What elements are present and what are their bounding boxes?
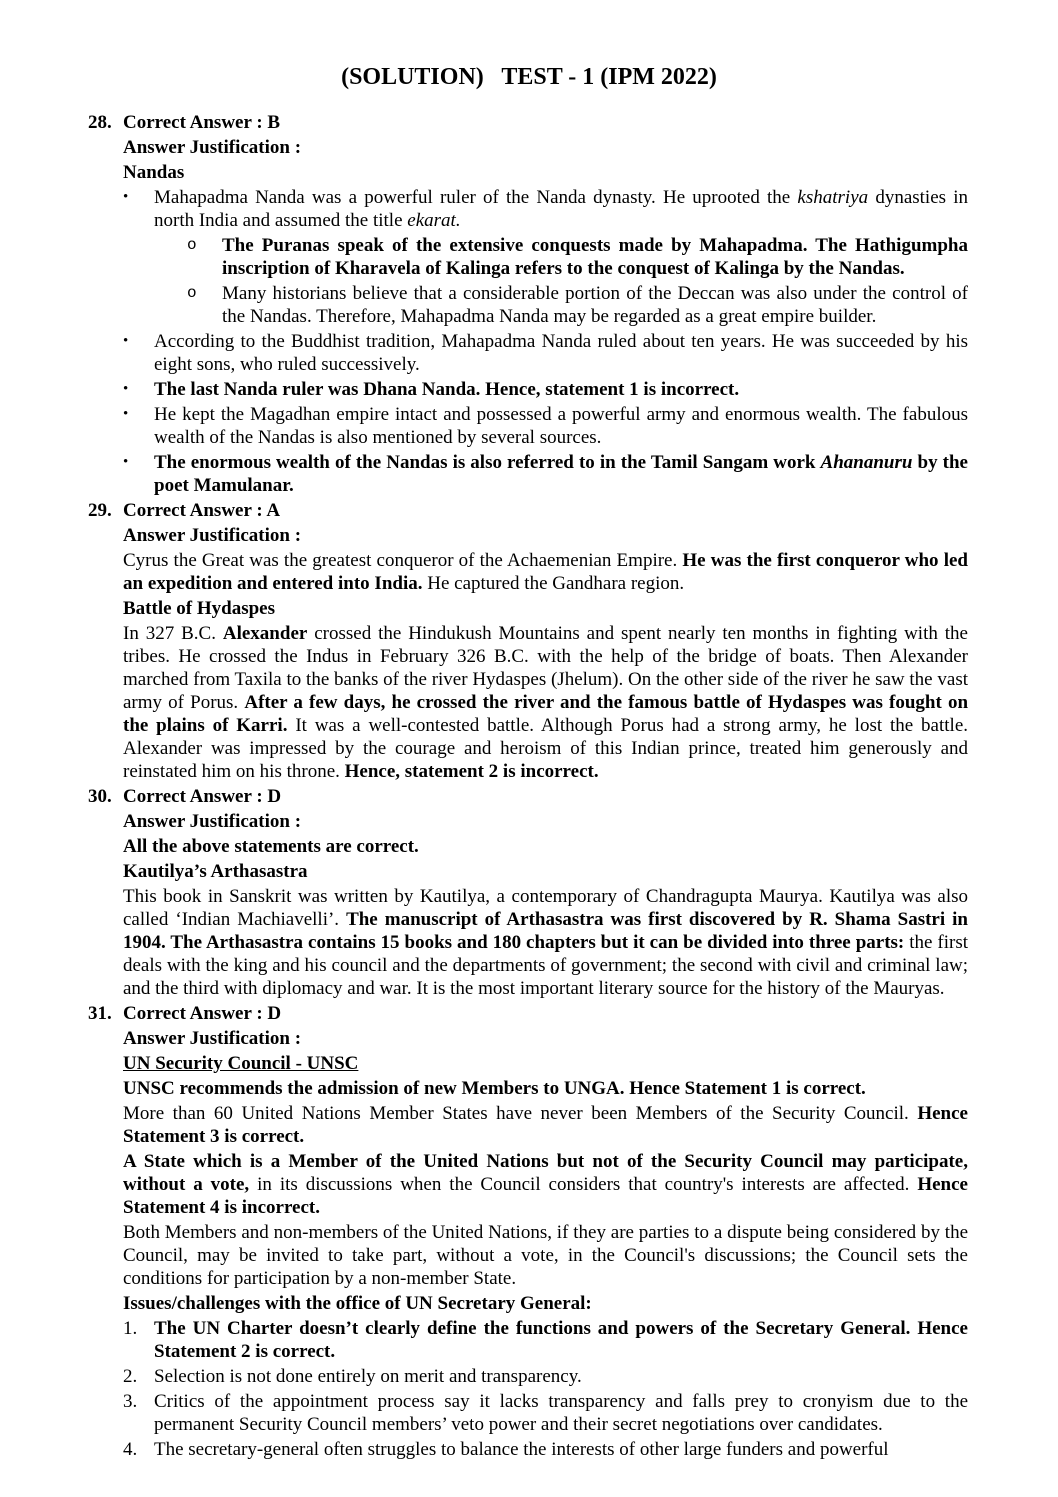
paragraph xyxy=(123,1102,968,1148)
paragraph xyxy=(123,597,968,620)
text-run: Answer Justification : xyxy=(123,137,302,158)
text-run: All the above statements are correct. xyxy=(123,836,419,857)
text-run: The secretary-general often struggles to balance the interests of other large funders and powerful xyxy=(154,1439,889,1460)
paragraph xyxy=(123,161,968,184)
text-run: Battle of Hydaspes xyxy=(123,598,275,619)
text-run: According to the Buddhist tradition, Mahapadma Nanda ruled about ten years. He was succeeded by his eight sons, who ruled successively. xyxy=(154,331,968,375)
numbered-item xyxy=(123,1390,968,1436)
text-run: Alexander xyxy=(222,623,308,644)
question-list xyxy=(88,111,969,1461)
text-run: Critics of the appointment process say it lacks transparency and falls prey to cronyism due to the permanent Security Council members’ veto power and their secret negotiations over candidates. xyxy=(154,1391,968,1435)
bullet-marker: • xyxy=(123,381,129,397)
paragraph xyxy=(123,810,968,833)
text-run: A State which is a Member of the United Nations but not of the Security Council may participate, without a vote, xyxy=(123,1151,968,1195)
question-number: 28. xyxy=(88,112,112,133)
text-run: The enormous wealth of the Nandas is also referred to in the Tamil Sangam work xyxy=(154,452,821,473)
question xyxy=(88,499,969,783)
text-run: the first deals with the king and his council and the departments of government; the second with civil and criminal law; and the third with diplomacy and war. It is the most important literary source for the history of the Mauryas. xyxy=(123,932,968,999)
text-run: Answer Justification : xyxy=(123,525,302,546)
text-run: Kautilya’s Arthasastra xyxy=(123,861,308,882)
paragraph xyxy=(123,785,968,808)
list-number: 1. xyxy=(123,1318,138,1339)
page-title: (SOLUTION) TEST - 1 (IPM 2022) xyxy=(341,64,717,90)
paragraph xyxy=(123,1027,968,1050)
paragraph xyxy=(123,1002,968,1025)
text-run: In 327 B.C. xyxy=(123,623,223,644)
text-run: This book in Sanskrit was written by Kautilya, a contemporary of Chandragupta Maurya. Kautilya was also called ‘Indian Machiavelli’. xyxy=(123,886,968,930)
text-run: UN Security Council - UNSC xyxy=(123,1053,359,1074)
text-run: Nandas xyxy=(123,162,185,183)
text-run: Answer Justification : xyxy=(123,811,302,832)
bullet-item xyxy=(123,330,968,376)
bullet-item xyxy=(123,451,968,497)
bullet-item xyxy=(123,378,968,401)
paragraph xyxy=(123,1221,968,1290)
question xyxy=(88,111,968,497)
sub-bullet-marker: o xyxy=(187,284,197,302)
text-run: ekarat. xyxy=(407,210,461,231)
bullet-marker: • xyxy=(123,454,129,470)
text-run: Many historians believe that a considerable portion of the Deccan was also under the control of the Nandas. Therefore, Mahapadma Nanda may be regarded as a great empire builder. xyxy=(222,283,968,327)
text-run: The Puranas speak of the extensive conquests made by Mahapadma. The Hathigumpha inscription of Kharavela of Kalinga refers to the conquest of Kalinga by the Nandas. xyxy=(222,235,968,279)
numbered-item xyxy=(123,1365,968,1388)
paragraph xyxy=(123,1077,968,1100)
text-run: The last Nanda ruler was Dhana Nanda. Hence, statement 1 is incorrect. xyxy=(154,379,740,400)
text-run: After a few days, he crossed the river and the famous battle of Hydaspes was fought on the plains of Karri. xyxy=(123,692,969,736)
paragraph xyxy=(123,499,968,522)
text-run: kshatriya xyxy=(797,187,869,208)
text-run: Hence, statement 2 is incorrect. xyxy=(344,761,599,782)
text-run: Issues/challenges with the office of UN Secretary General: xyxy=(123,1293,592,1314)
sub-bullet-marker: o xyxy=(187,236,197,254)
question xyxy=(88,1002,968,1461)
sub-bullet-item xyxy=(123,282,968,328)
question-number: 29. xyxy=(88,500,112,521)
text-run: Correct Answer : A xyxy=(123,500,281,521)
text-run: Ahananuru xyxy=(820,452,913,473)
text-run: He was the first conqueror who led an expedition and entered into India. xyxy=(123,550,968,594)
text-run: He kept the Magadhan empire intact and possessed a powerful army and enormous wealth. The fabulous wealth of the Nandas is also mentioned by several sources. xyxy=(154,404,968,448)
text-run: Selection is not done entirely on merit and transparency. xyxy=(154,1366,582,1387)
paragraph xyxy=(123,860,968,883)
text-run: The manuscript of Arthasastra was first discovered by R. Shama Sastri in 1904. The Arthasastra contains 15 books and 180 chapters but it can be divided into three parts: xyxy=(123,909,968,953)
paragraph xyxy=(123,885,968,1000)
text-run: crossed the Hindukush Mountains and spent nearly ten months in fighting with the tribes. He crossed the Indus in February 326 B.C. with the help of the bridge of boats. Then Alexander marched from Taxila to the banks of the river Hydaspes (Jhelum). On the other side of the river he saw the vast army of Porus. xyxy=(123,623,968,713)
text-run: The UN Charter doesn’t clearly define the functions and powers of the Secretary General. Hence Statement 2 is correct. xyxy=(154,1318,968,1362)
list-number: 4. xyxy=(123,1439,138,1460)
text-run: by the poet Mamulanar. xyxy=(154,452,968,496)
list-number: 3. xyxy=(123,1391,138,1412)
text-run: UNSC recommends the admission of new Members to UNGA. Hence Statement 1 is correct. xyxy=(123,1078,866,1099)
text-run: It was a well-contested battle. Although Porus had a strong army, he lost the battle. Alexander was impressed by the courage and heroism of this Indian prince, treated him generously and reinstated him on his throne. xyxy=(123,715,968,782)
paragraph xyxy=(123,835,968,858)
text-run: Answer Justification : xyxy=(123,1028,302,1049)
list-number: 2. xyxy=(123,1366,138,1387)
numbered-item xyxy=(123,1438,968,1461)
text-run: Hence Statement 4 is incorrect. xyxy=(123,1174,968,1218)
text-run: Mahapadma Nanda was a powerful ruler of the Nanda dynasty. He uprooted the xyxy=(154,187,798,208)
paragraph xyxy=(123,1150,968,1219)
paragraph xyxy=(123,622,968,783)
paragraph xyxy=(123,1052,968,1075)
text-run: Correct Answer : D xyxy=(123,1003,282,1024)
text-run: More than 60 United Nations Member States have never been Members of the Security Council. xyxy=(123,1103,918,1124)
bullet-marker: • xyxy=(123,333,129,349)
bullet-marker: • xyxy=(123,406,129,422)
question-number: 31. xyxy=(88,1003,112,1024)
paragraph xyxy=(123,1292,968,1315)
text-run: in its discussions when the Council considers that country's interests are affected. xyxy=(249,1174,918,1195)
text-run: dynasties in north India and assumed the title xyxy=(154,187,968,231)
sub-bullet-item xyxy=(123,234,968,280)
text-run: Both Members and non-members of the United Nations, if they are parties to a dispute being considered by the Council, may be invited to take part, without a vote, in the Council's discussions; the Council sets the conditions for participation by a non-member State. xyxy=(123,1222,968,1289)
text-run: Cyrus the Great was the greatest conqueror of the Achaemenian Empire. xyxy=(123,550,683,571)
paragraph xyxy=(123,549,968,595)
text-run: Hence Statement 3 is correct. xyxy=(123,1103,968,1147)
paragraph xyxy=(123,111,968,134)
question-number: 30. xyxy=(88,786,112,807)
text-run: Correct Answer : D xyxy=(123,786,282,807)
text-run: He captured the Gandhara region. xyxy=(422,573,685,594)
paragraph xyxy=(123,524,968,547)
question xyxy=(88,785,968,1000)
bullet-item xyxy=(123,186,968,232)
bullet-item xyxy=(123,403,968,449)
numbered-item xyxy=(123,1317,968,1363)
bullet-marker: • xyxy=(123,189,129,205)
paragraph xyxy=(123,136,968,159)
text-run: Correct Answer : B xyxy=(123,112,281,133)
